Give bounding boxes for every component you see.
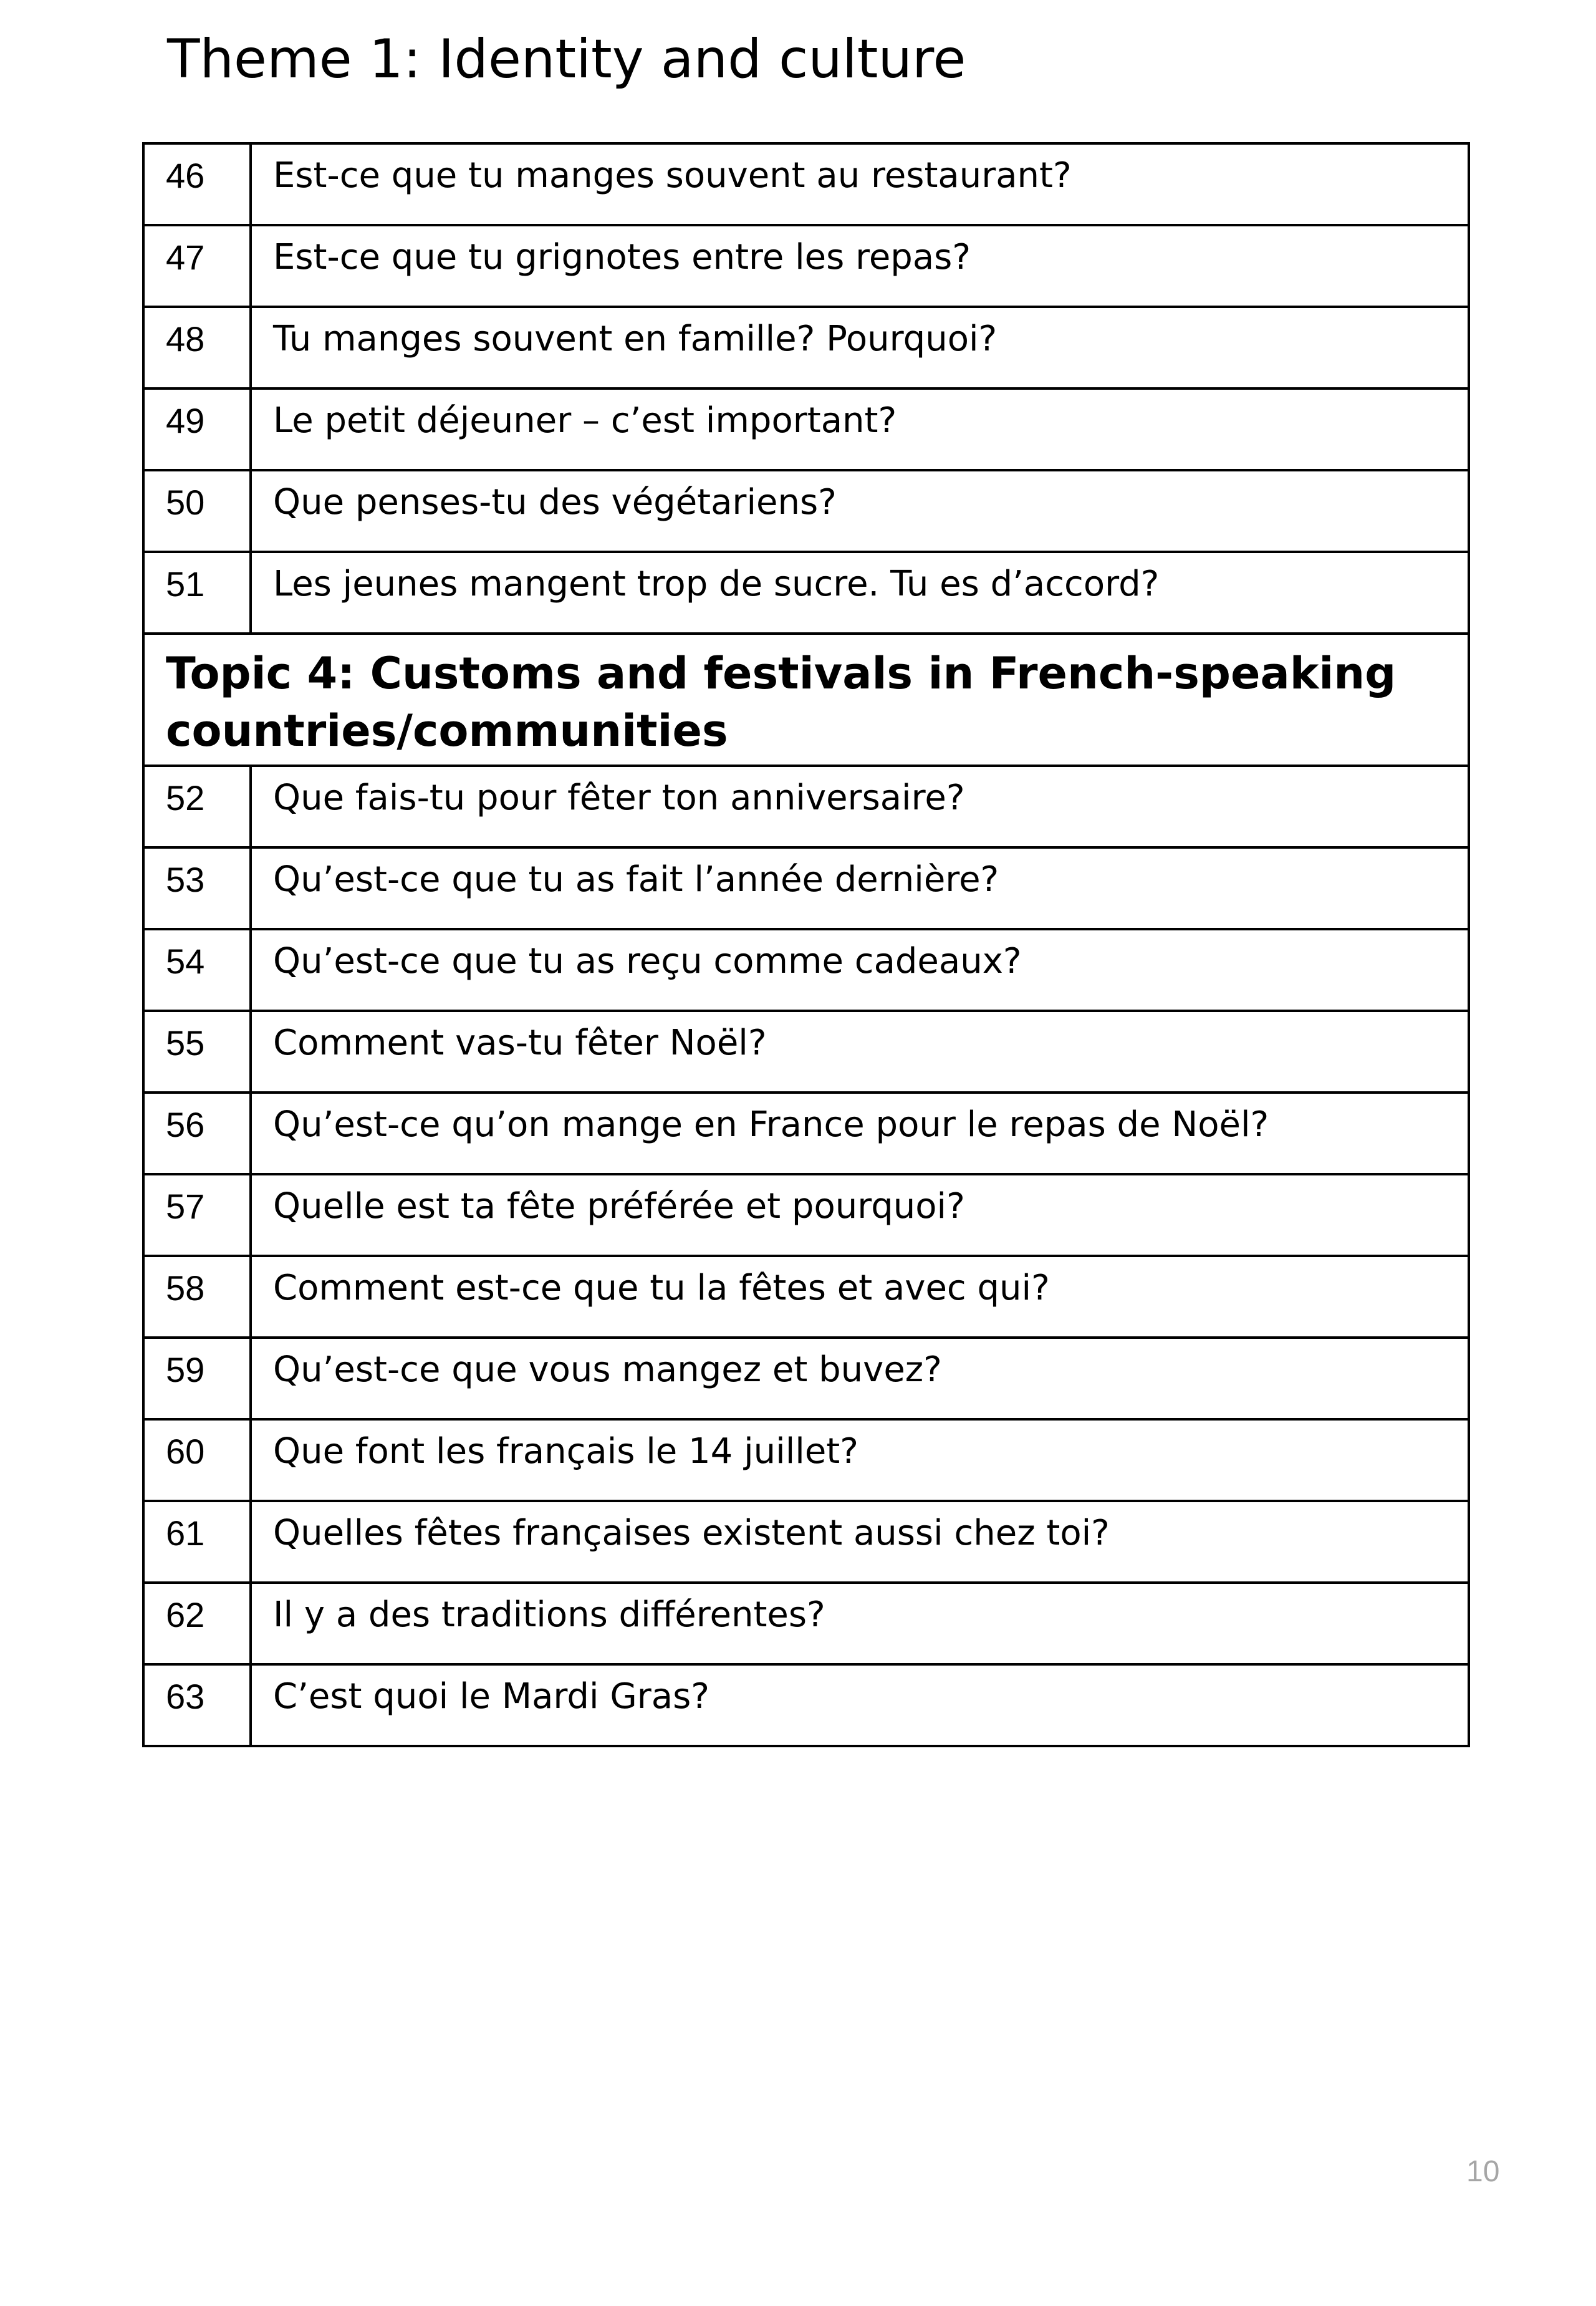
question-number: 48	[143, 307, 251, 388]
question-number: 53	[143, 847, 251, 929]
question-number: 56	[143, 1093, 251, 1174]
question-number: 58	[143, 1256, 251, 1338]
question-number: 63	[143, 1664, 251, 1746]
table-row	[143, 388, 1469, 470]
question-text: Qu’est-ce que tu as reçu comme cadeaux?	[251, 929, 1469, 1011]
table-row	[143, 552, 1469, 634]
table-row	[143, 929, 1469, 1011]
question-text: Que fais-tu pour fêter ton anniversaire?	[251, 766, 1469, 847]
question-number: 61	[143, 1501, 251, 1583]
question-number: 46	[143, 143, 251, 225]
question-number: 52	[143, 766, 251, 847]
table-row	[143, 1256, 1469, 1338]
question-number: 62	[143, 1583, 251, 1664]
question-number: 59	[143, 1338, 251, 1419]
question-text: Est-ce que tu manges souvent au restaurant?	[251, 143, 1469, 225]
question-text: Que penses-tu des végétariens?	[251, 470, 1469, 552]
question-number: 49	[143, 388, 251, 470]
topic-heading-row	[143, 634, 1469, 766]
question-text: Comment vas-tu fêter Noël?	[251, 1011, 1469, 1093]
topic-heading: Topic 4: Customs and festivals in French-speaking countries/communities	[143, 634, 1469, 766]
table-row	[143, 1093, 1469, 1174]
table-row	[143, 1583, 1469, 1664]
table-row	[143, 1419, 1469, 1501]
table-row	[143, 766, 1469, 847]
table-row	[143, 1174, 1469, 1256]
table-row	[143, 1501, 1469, 1583]
question-text: Quelle est ta fête préférée et pourquoi?	[251, 1174, 1469, 1256]
table-row	[143, 1664, 1469, 1746]
question-text: Qu’est-ce qu’on mange en France pour le repas de Noël?	[251, 1093, 1469, 1174]
question-text: Il y a des traditions différentes?	[251, 1583, 1469, 1664]
page-title: Theme 1: Identity and culture	[167, 28, 966, 90]
table-row	[143, 1011, 1469, 1093]
table-row	[143, 307, 1469, 388]
question-text: C’est quoi le Mardi Gras?	[251, 1664, 1469, 1746]
table-row	[143, 225, 1469, 307]
question-text: Le petit déjeuner – c’est important?	[251, 388, 1469, 470]
question-number: 50	[143, 470, 251, 552]
table-row	[143, 470, 1469, 552]
page-number: 10	[1466, 2155, 1500, 2188]
question-text: Quelles fêtes françaises existent aussi chez toi?	[251, 1501, 1469, 1583]
question-number: 55	[143, 1011, 251, 1093]
question-number: 51	[143, 552, 251, 634]
question-text: Qu’est-ce que vous mangez et buvez?	[251, 1338, 1469, 1419]
table-row	[143, 143, 1469, 225]
question-text: Tu manges souvent en famille? Pourquoi?	[251, 307, 1469, 388]
question-number: 57	[143, 1174, 251, 1256]
questions-table	[142, 142, 1470, 1747]
question-number: 54	[143, 929, 251, 1011]
question-text: Comment est-ce que tu la fêtes et avec qui?	[251, 1256, 1469, 1338]
table-row	[143, 1338, 1469, 1419]
question-number: 60	[143, 1419, 251, 1501]
table-row	[143, 847, 1469, 929]
question-text: Les jeunes mangent trop de sucre. Tu es d’accord?	[251, 552, 1469, 634]
question-text: Est-ce que tu grignotes entre les repas?	[251, 225, 1469, 307]
question-text: Que font les français le 14 juillet?	[251, 1419, 1469, 1501]
question-number: 47	[143, 225, 251, 307]
question-text: Qu’est-ce que tu as fait l’année dernière?	[251, 847, 1469, 929]
